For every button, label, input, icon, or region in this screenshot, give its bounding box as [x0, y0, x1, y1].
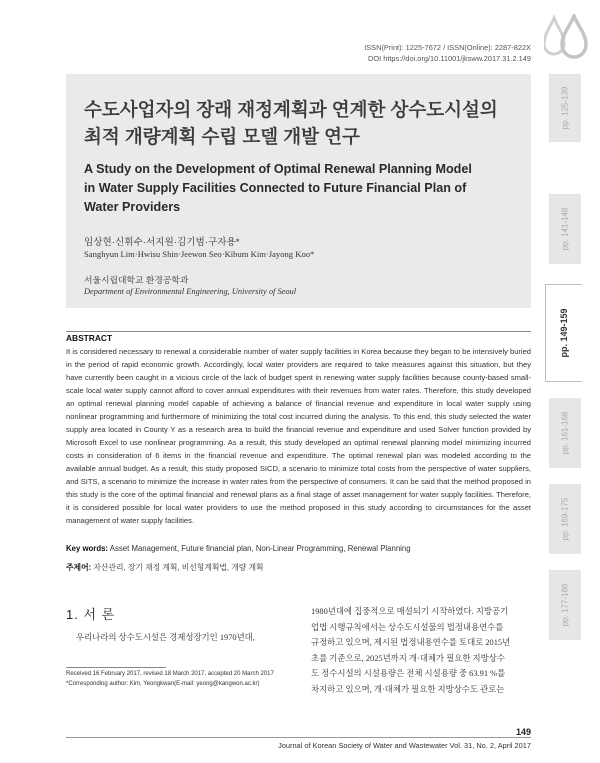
body-line: 차지하고 있으며, 개·대체가 필요한 지방상수도 관로는 [311, 684, 505, 694]
page-tab-label: pp. 169-175 [560, 497, 570, 541]
footnote-divider [66, 667, 166, 668]
page-tab[interactable] [549, 74, 581, 142]
authors-english: Sanghyun Lim·Hwisu Shin·Jeewon Seo·Kibum Kim·Jayong Koo* [84, 249, 315, 259]
keywords-ko-label: 주제어: [66, 563, 92, 572]
page-tab[interactable] [549, 484, 581, 554]
korean-title-line: 최적 개량계획 수립 모델 개발 연구 [84, 126, 360, 147]
issn-doi-block [271, 42, 531, 64]
body-line: 우리나라의 상수도시설은 경제성장기인 1970년대, [76, 633, 255, 642]
page-tab[interactable] [549, 194, 581, 264]
journal-footer: Journal of Korean Society of Water and Wastewater Vol. 31, No. 2, April 2017 [278, 741, 531, 750]
keywords-label: Key words: [66, 544, 109, 553]
received-dates: Received 16 February 2017, revised 18 March 2017, accepted 20 March 2017 [66, 671, 274, 677]
body-line: 초를 기준으로, 2025년까지 개·대체가 필요한 지방상수 [311, 653, 505, 663]
keywords-ko-text: 자산관리, 장기 재정 계획, 비선형계획법, 개량 계획 [93, 563, 264, 572]
page-tab-label: pp. 149-159 [559, 308, 569, 358]
abstract-divider [66, 331, 531, 332]
keywords-text: Asset Management, Future financial plan, Non-Linear Programming, Renewal Planning [109, 544, 411, 553]
english-title-line: Water Providers [84, 200, 181, 214]
page-tab-label: pp. 177-186 [560, 583, 570, 627]
affiliation-korean: 서울시립대학교 환경공학과 [84, 275, 189, 285]
abstract-heading: ABSTRACT [66, 333, 113, 343]
english-title-line: A Study on the Development of Optimal Renewal Planning Model [84, 162, 472, 176]
keywords-english [66, 544, 531, 553]
body-right-column [311, 604, 531, 697]
footnotes [66, 669, 306, 689]
abstract-text: It is considered necessary to renewal a considerable number of water supply facilities in Korea because they began to be intensively buried in the period of rapid economic growth. Accordingly, local water providers are required to take measures against this situation, but they have currently been caught in a vicious circle of the lack of budget spent in renewing water supply facilities because county-based small-scale local water supply cannot afford to cover annual expenditures with their revenues from water rates. Therefore, this study developed an optimal renewal planning model capable of achieving a balance of financial revenue and expenditure in local water supply using nonlinear programming and furthermore of minimizing the total cost incurred during the analysis. To this end, this study selected the water supply area located in County Y as a research area to build the financial revenue and expenditure and used Solver function provided by Microsoft Excel to use nonlinear programming. As a result, this study developed an optimal renewal planning model minimizing incurred costs in consideration of 6 items in the financial revenue and expenditure. The optimal renewal plan was modeled according to the available annual budget. As a result, this study proposed SICD, a scenario to minimize total costs from the perspective of water suppliers, and SITS, a scenario to minimize the increase in water rates from the perspective of consumers. It can be said that the method proposed in this study is the core of the optimal financial and renewal plans as a final stage of asset management for water supply facilities. Therefore, it is considered possible for local water providers to use the method proposed in this study according to circumstances for the asset management of water supply facilities. [66, 347, 531, 525]
affiliation-english: Department of Environmental Engineering, University of Seoul [84, 287, 297, 296]
page-tab-label: pp. 125-139 [560, 86, 570, 130]
body-line: 규정하고 있으며, 제시된 법정내용연수를 토대로 2015년 [311, 638, 511, 647]
page-tab-active[interactable] [545, 284, 582, 382]
keywords-korean [66, 562, 531, 573]
korean-title [84, 96, 524, 150]
corresponding-author: *Corresponding author: Kim, Yeongkwan(E-mail: yeong@kangwon.ac.kr) [66, 681, 260, 687]
page-tab[interactable] [549, 398, 581, 468]
page-tab-label: pp. 141-148 [560, 207, 570, 251]
doi-text: DOI https://doi.org/10.11001/jksww.2017.31.2.149 [368, 54, 531, 63]
journal-logo-icon [544, 14, 588, 60]
body-line: 1980년대에 집중적으로 매설되기 시작하였다. 지방공기 [311, 607, 509, 616]
body-left-column [66, 630, 294, 645]
issn-text: ISSN(Print): 1225-7672 / ISSN(Online): 2287-822X [364, 43, 531, 52]
footer-divider [66, 737, 531, 738]
page-tab[interactable] [549, 570, 581, 640]
english-title-line: in Water Supply Facilities Connected to Future Financial Plan of [84, 181, 467, 195]
page-number: 149 [515, 727, 531, 737]
korean-title-line: 수도사업자의 장래 재정계획과 연계한 상수도시설의 [84, 99, 498, 120]
english-title [84, 160, 524, 217]
page-tab-label: pp. 161-168 [560, 411, 570, 455]
title-box [66, 74, 531, 308]
body-line: 도 정수시설의 시설용량은 전체 시설용량 중 63.91 %를 [311, 669, 506, 678]
authors-korean: 임상현·신휘수·서지원·김기범·구자용* [84, 237, 240, 248]
section-heading: 1. 서 론 [66, 607, 116, 622]
body-line: 업법 시행규칙에서는 상수도시설물의 법정내용연수를 [311, 622, 504, 632]
